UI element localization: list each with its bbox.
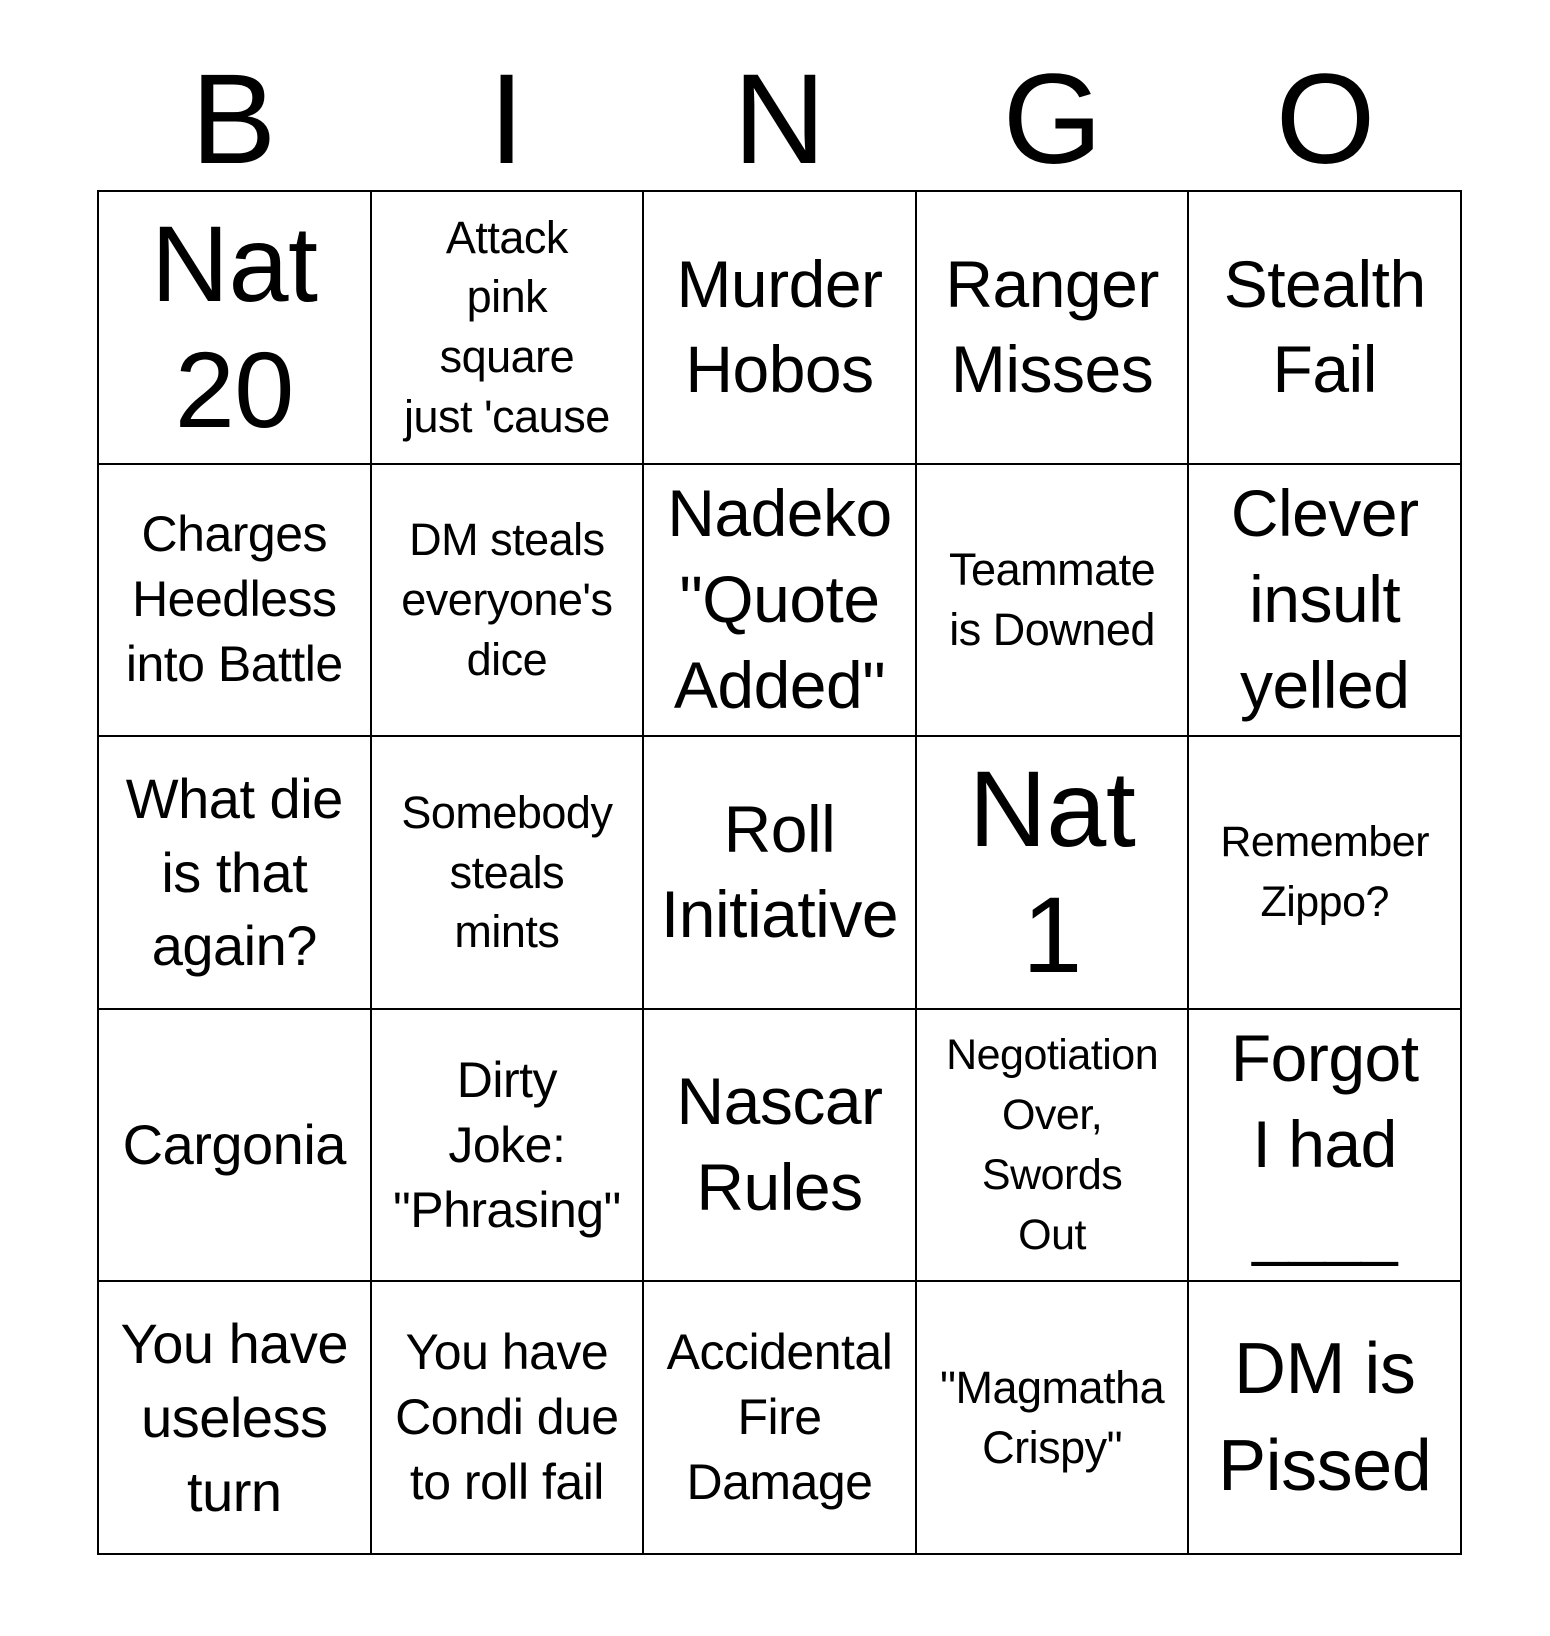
- cell-text: Dirty Joke: "Phrasing": [392, 1051, 621, 1238]
- cell-text: Cargonia: [122, 1113, 346, 1177]
- bingo-cell-r2-c2[interactable]: [371, 464, 644, 737]
- bingo-cell-r2-c5[interactable]: [1188, 464, 1461, 737]
- bingo-header: [97, 48, 1462, 191]
- bingo-cell-r5-c3[interactable]: [643, 1281, 916, 1554]
- cell-text: Stealth Fail: [1223, 246, 1426, 407]
- bingo-cell-r2-c1[interactable]: [98, 464, 371, 737]
- cell-text: DM is Pissed: [1218, 1328, 1432, 1506]
- bingo-cell-r4-c3[interactable]: [643, 1009, 916, 1282]
- cell-text: Murder Hobos: [676, 246, 883, 407]
- cell-text: Roll Initiative: [660, 791, 899, 952]
- cell-text: Teammate is Downed: [949, 544, 1156, 655]
- bingo-cell-r1-c4[interactable]: [916, 191, 1189, 464]
- cell-text: Forgot I had ____: [1230, 1021, 1419, 1267]
- bingo-cell-r2-c4[interactable]: [916, 464, 1189, 737]
- cell-text: Remember Zippo?: [1220, 818, 1430, 927]
- bingo-cell-r3-c3[interactable]: [643, 736, 916, 1009]
- cell-text: Ranger Misses: [945, 246, 1159, 407]
- header-letter-i: I: [488, 48, 525, 191]
- bingo-cell-r1-c2[interactable]: [371, 191, 644, 464]
- cell-text: Nat 20: [151, 202, 318, 451]
- cell-text: Charges Heedless into Battle: [125, 506, 343, 693]
- header-letter-g: G: [1002, 48, 1103, 191]
- bingo-cell-r3-c2[interactable]: [371, 736, 644, 1009]
- header-letter-o: O: [1275, 48, 1376, 191]
- cell-text: Negotiation Over, Swords Out: [946, 1030, 1159, 1260]
- header-letter-b: B: [190, 48, 277, 191]
- cell-text: Attack pink square just 'cause: [404, 211, 610, 443]
- bingo-cell-r1-c1[interactable]: [98, 191, 371, 464]
- bingo-cell-r4-c4[interactable]: [916, 1009, 1189, 1282]
- bingo-cell-r3-c1[interactable]: [98, 736, 371, 1009]
- cell-text: Nat 1: [968, 748, 1136, 996]
- header-letter-n: N: [733, 48, 826, 191]
- bingo-board: [97, 190, 1462, 1555]
- bingo-cell-r3-c5[interactable]: [1188, 736, 1461, 1009]
- cell-text: Nadeko "Quote Added": [667, 476, 892, 722]
- cell-text: You have useless turn: [120, 1311, 349, 1523]
- bingo-cell-r4-c2[interactable]: [371, 1009, 644, 1282]
- cell-text: What die is that again?: [125, 766, 343, 978]
- bingo-cell-r4-c1[interactable]: [98, 1009, 371, 1282]
- cell-text: DM steals everyone's dice: [401, 514, 613, 685]
- bingo-cell-r1-c5[interactable]: [1188, 191, 1461, 464]
- bingo-cell-r5-c5[interactable]: [1188, 1281, 1461, 1554]
- cell-text: Accidental Fire Damage: [666, 1324, 893, 1511]
- cell-text: "Magmatha Crispy": [940, 1361, 1165, 1473]
- bingo-cell-r4-c5[interactable]: [1188, 1009, 1461, 1282]
- cell-text: Nascar Rules: [676, 1064, 883, 1225]
- cell-text: Clever insult yelled: [1230, 476, 1419, 722]
- bingo-cell-r5-c1[interactable]: [98, 1281, 371, 1554]
- bingo-cell-r1-c3[interactable]: [643, 191, 916, 464]
- cell-text: You have Condi due to roll fail: [395, 1324, 619, 1511]
- cell-text: Somebody steals mints: [401, 786, 613, 958]
- bingo-cell-r2-c3[interactable]: [643, 464, 916, 737]
- bingo-cell-r5-c2[interactable]: [371, 1281, 644, 1554]
- bingo-cell-r3-c4[interactable]: [916, 736, 1189, 1009]
- bingo-cell-r5-c4[interactable]: [916, 1281, 1189, 1554]
